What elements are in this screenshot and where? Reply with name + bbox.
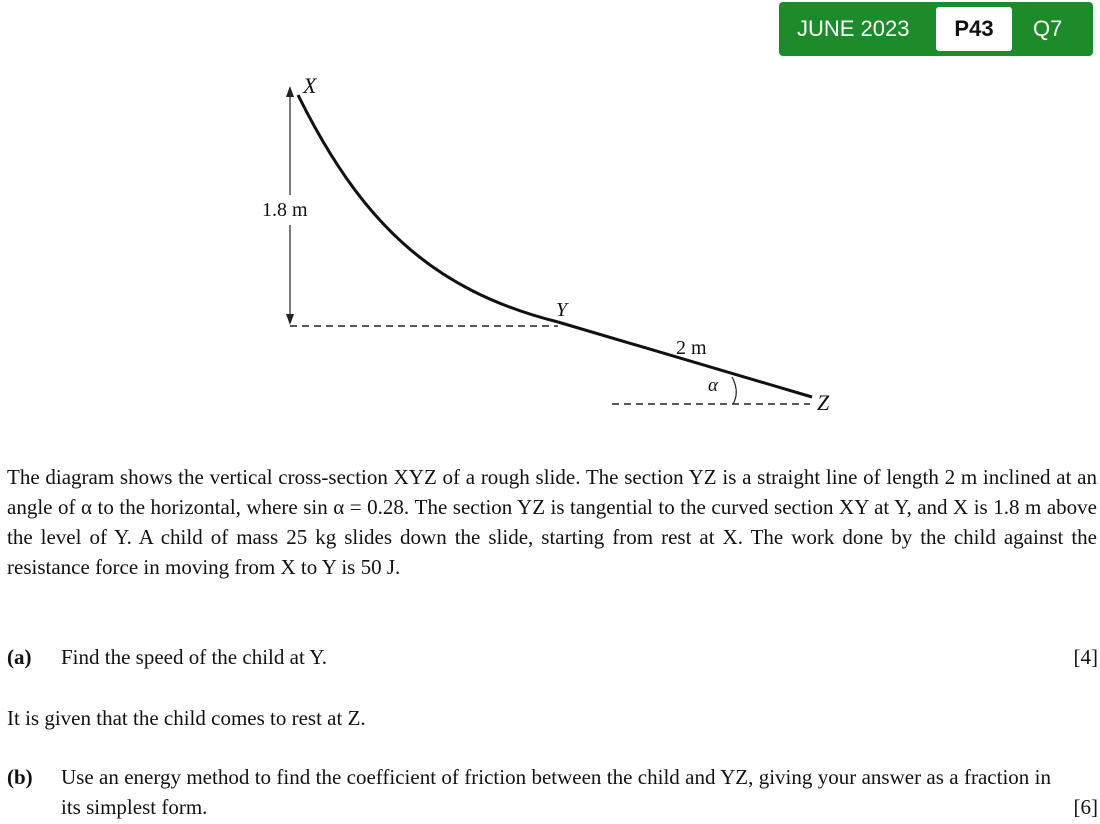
part-b-text: Use an energy method to find the coefficient of friction between the child and YZ, giving your answer as a fraction in its simplest form. — [61, 765, 1051, 819]
height-arrow-head-bottom — [286, 314, 294, 325]
angle-label: α — [708, 375, 718, 396]
question-number: Q7 — [1033, 16, 1063, 41]
part-a-label: (a) — [7, 645, 32, 669]
height-label: 1.8 m — [262, 199, 308, 221]
part-b-label: (b) — [7, 765, 33, 789]
part-b-marks: [6] — [1073, 795, 1098, 819]
paper-code: P43 — [936, 7, 1012, 51]
part-a-marks: [4] — [1073, 645, 1098, 669]
given-statement: It is given that the child comes to rest at Z. — [7, 706, 366, 730]
slide-diagram — [0, 60, 1100, 410]
straight-yz — [558, 322, 812, 397]
part-a — [7, 642, 1098, 672]
length-label: 2 m — [676, 337, 707, 359]
angle-arc — [732, 377, 736, 404]
question-badge — [779, 2, 1093, 56]
part-b — [7, 762, 1098, 822]
part-a-text: Find the speed of the child at Y. — [61, 645, 327, 669]
label-x: X — [303, 73, 317, 98]
label-z: Z — [817, 390, 830, 410]
curve-xy — [298, 95, 558, 322]
height-arrow-head-top — [286, 86, 294, 97]
label-y: Y — [556, 299, 568, 321]
question-intro: The diagram shows the vertical cross-section XYZ of a rough slide. The section YZ is a straight line of length 2 m inclined at an angle of α to the horizontal, where sin α = 0.28. The section YZ is tangential to the curved section XY at Y, and X is 1.8 m above the level of Y. A child of mass 25 kg slides down the slide, starting from rest at X. The work done by the child against the resistance force in moving from X to Y is 50 J. — [7, 465, 1097, 579]
exam-date: JUNE 2023 — [797, 16, 910, 41]
